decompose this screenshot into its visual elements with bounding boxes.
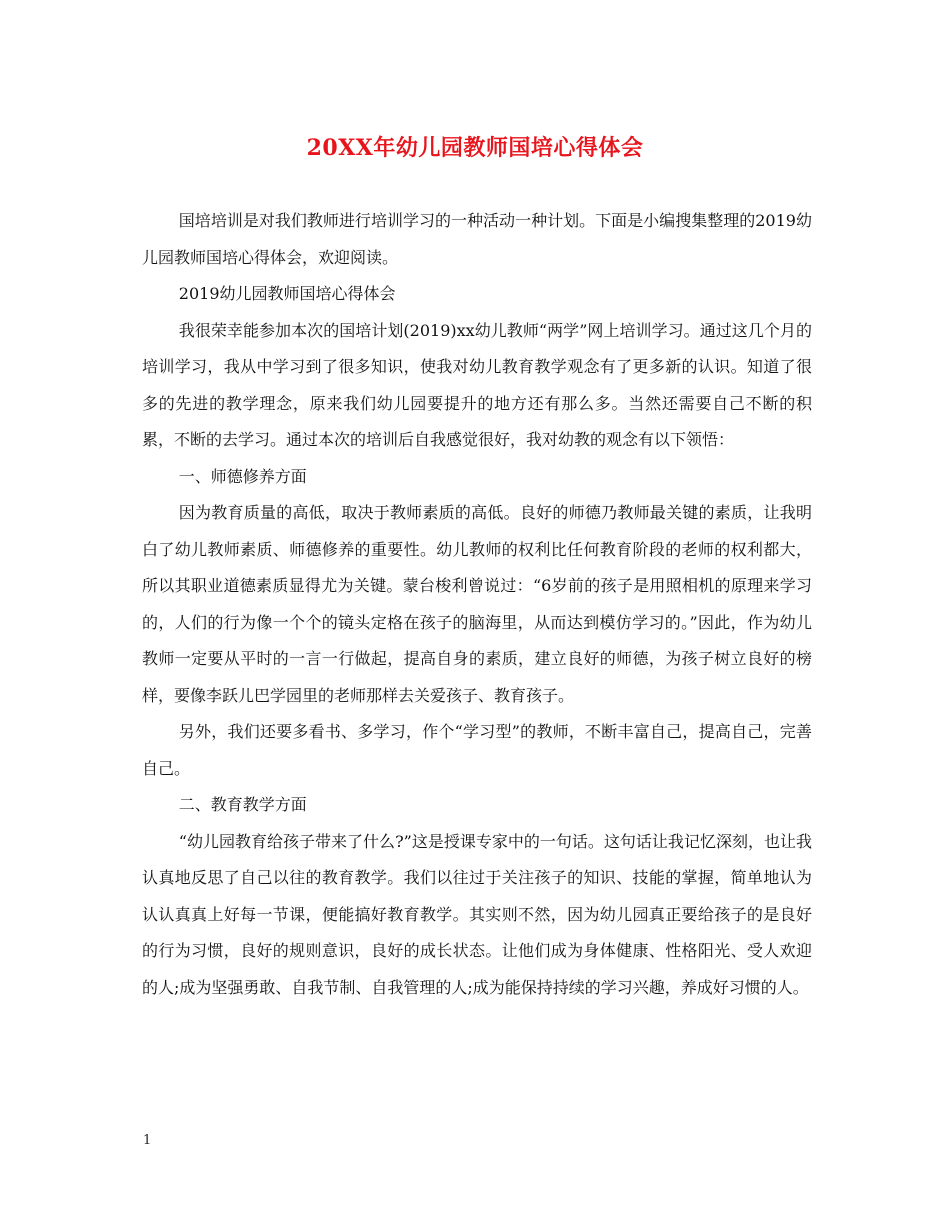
body-paragraph: 另外，我们还要多看书、多学习，作个“学习型”的教师，不断丰富自己，提高自己，完善自己。 [142,722,812,778]
intro-paragraph: 国培培训是对我们教师进行培训学习的一种活动一种计划。下面是小编搜集整理的2019幼儿园教师国培心得体会，欢迎阅读。 [142,211,812,267]
page-number: 1 [143,1133,152,1148]
document-body [142,203,812,1006]
document-title: 20XX年幼儿园教师国培心得体会 [306,135,644,161]
body-paragraph: 我很荣幸能参加本次的国培计划(2019)xx幼儿教师“两学”网上培训学习。通过这几个月的培训学习，我从中学习到了很多知识，使我对幼儿教育教学观念有了更多新的认识。知道了很多的先进的教学理念，原来我们幼儿园要提升的地方还有那么多。当然还需要自己不断的积累，不断的去学习。通过本次的培训后自我感觉很好，我对幼教的观念有以下领悟： [142,320,812,449]
body-paragraph: 因为教育质量的高低，取决于教师素质的高低。良好的师德乃教师最关键的素质，让我明白了幼儿教师素质、师德修养的重要性。幼儿教师的权利比任何教育阶段的老师的权利都大，所以其职业道德素质显得尤为关键。蒙台梭利曾说过：“6岁前的孩子是用照相机的原理来学习的，人们的行为像一个个的镜头定格在孩子的脑海里，从而达到模仿学习的。”因此，作为幼儿教师一定要从平时的一言一行做起，提高自身的素质，建立良好的师德，为孩子树立良好的榜样，要像李跃儿巴学园里的老师那样去关爱孩子、教育孩子。 [142,503,812,705]
subtitle-line: 2019幼儿园教师国培心得体会 [178,284,396,303]
section-heading: 二、教育教学方面 [178,795,307,814]
section-heading: 一、师德修养方面 [178,466,307,486]
body-paragraph: “幼儿园教育给孩子带来了什么?”这是授课专家中的一句话。这句话让我记忆深刻，也让我认真地反思了自己以往的教育教学。我们以往过于关注孩子的知识、技能的掌握，简单地认为认认真真上好每一节课，便能搞好教育教学。其实则不然，因为幼儿园真正要给孩子的是良好的行为习惯，良好的规则意识，良好的成长状态。让他们成为身体健康、性格阳光、受人欢迎的人;成为坚强勇敢、自我节制、自我管理的人;成为能保持持续的学习兴趣，养成好习惯的人。 [142,831,812,997]
